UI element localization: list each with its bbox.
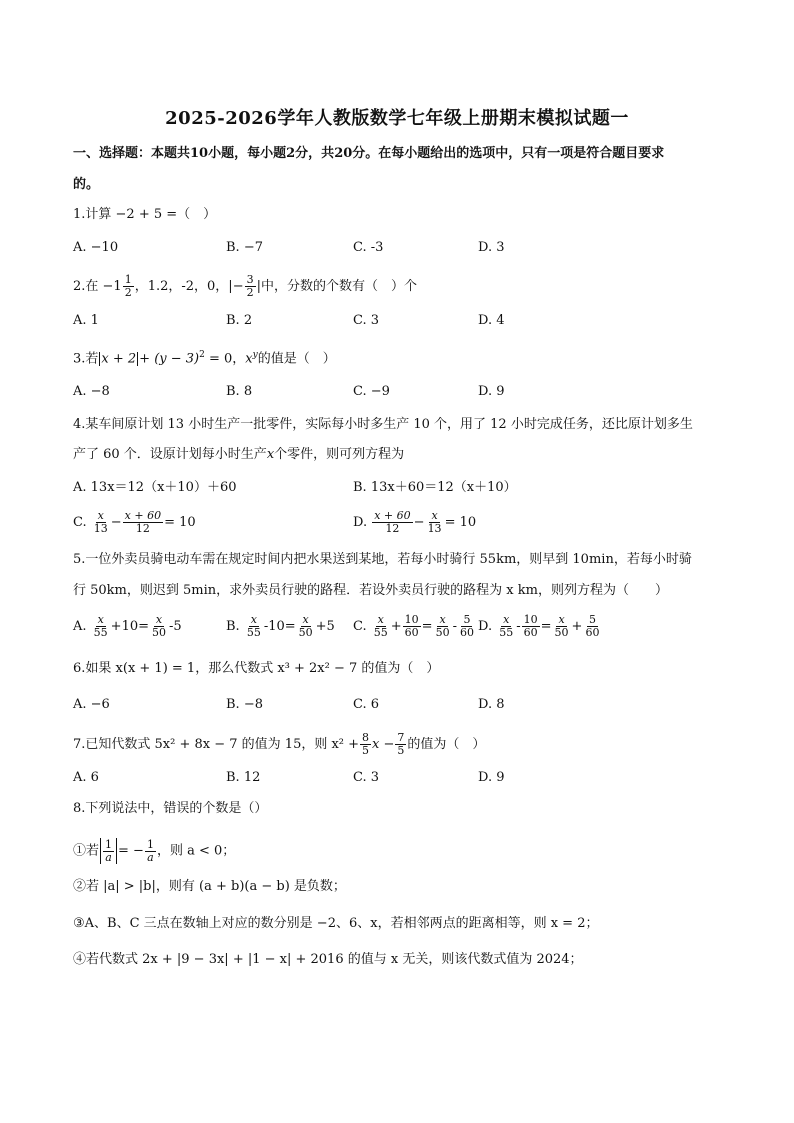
q5-b-f2-den: 50 <box>298 626 313 639</box>
q4-c-f1-den: 13 <box>93 522 108 535</box>
q7-fraction-1 <box>360 732 371 757</box>
q4-d-equals: = 10 <box>444 515 477 530</box>
question-1-stem: 1.计算 −2 + 5 =（ ） <box>73 207 217 222</box>
q4-c-fraction-1 <box>92 510 110 535</box>
q2-f2-den: 2 <box>246 286 254 299</box>
q5-a-fraction-2 <box>150 614 168 639</box>
q4-c-f2-num: x + 60 <box>124 509 162 522</box>
q4-option-b: B. 13x＋60＝12（x＋10） <box>353 480 517 495</box>
q4-d-fraction-2 <box>426 510 444 535</box>
q4-d-fraction-1 <box>372 510 412 535</box>
q2-f1-den: 2 <box>124 286 132 299</box>
q2-f2-num: 3 <box>246 273 254 286</box>
q2-option-b: B. 2 <box>226 313 253 328</box>
q3-text-pre: 3.若 <box>73 351 99 367</box>
q5-d-fraction-3 <box>553 614 571 639</box>
q7-fraction-2 <box>395 732 406 757</box>
q8-s1-f2-den: a <box>147 850 154 864</box>
q5-c-f1-den: 55 <box>373 626 388 639</box>
q5-a-label: A. <box>73 619 87 634</box>
q4-d-f1-den: 12 <box>385 522 400 535</box>
q5-d-f3-den: 50 <box>554 626 569 639</box>
q3-option-b: B. 8 <box>226 384 253 399</box>
q5-d-f1-num: x <box>503 613 510 626</box>
q8-s1-post: ，则 a < 0； <box>156 843 236 859</box>
q5-d-f3-num: x <box>558 613 565 626</box>
q3-abs-content: x + 2 <box>101 351 137 367</box>
q4-option-a: A. 13x＝12（x＋10）＋60 <box>73 480 237 495</box>
q4-option-c <box>73 510 196 535</box>
q8-s1-abs-right <box>116 838 117 864</box>
q3-option-a: A. −8 <box>73 384 110 399</box>
q8-s1-fraction-2 <box>145 839 156 864</box>
q2-option-d: D. 4 <box>478 313 505 328</box>
exam-title: 2025-2026学年人教版数学七年级上册期末模拟试题一 <box>165 108 629 129</box>
q7-option-b: B. 12 <box>226 770 261 785</box>
q7-text-post: 的值为（ ） <box>407 737 486 752</box>
q8-s1-f1-num: 1 <box>105 837 113 851</box>
q5-b-post: +5 <box>315 619 335 634</box>
q7-f2-num: 7 <box>397 731 405 744</box>
q8-s1-mid: = − <box>118 843 144 859</box>
q2-f1-num: 1 <box>124 273 132 286</box>
q4-line2-text-a: 产了 60 个．设原计划每小时生产 <box>73 447 267 462</box>
section-text-c: 分，共 <box>295 146 335 161</box>
q1-option-b: B. −7 <box>226 240 263 255</box>
q5-b-fraction-2 <box>297 614 315 639</box>
q2-option-a: A. 1 <box>73 313 99 328</box>
q5-c-fraction-4 <box>458 614 476 639</box>
q4-d-f2-num: x <box>431 509 438 522</box>
q5-a-mid: +10= <box>110 619 149 634</box>
q5-option-a <box>73 614 182 639</box>
question-7-stem <box>73 732 485 757</box>
q6-option-c: C. 6 <box>353 697 380 712</box>
q5-a-fraction-1 <box>92 614 110 639</box>
q7-f2-den: 5 <box>397 744 405 757</box>
q3-square: 2 <box>199 350 205 360</box>
q5-a-f2-den: 50 <box>152 626 166 639</box>
question-5-line-2: 行 50km，则迟到 5min，求外卖员行驶的路程．若设外卖员行驶的路程为 x km，则列方程为（ ） <box>73 583 668 598</box>
q7-option-d: D. 9 <box>478 770 505 785</box>
q5-d-f1-den: 55 <box>499 626 514 639</box>
q5-c-f4-num: 5 <box>463 613 471 626</box>
q4-c-equals: = 10 <box>164 515 196 530</box>
q4-d-minus: − <box>413 515 425 530</box>
q1-option-a: A. −10 <box>73 240 119 255</box>
question-4-line-2 <box>73 446 404 464</box>
q3-exp-y: y <box>252 350 258 360</box>
q3-option-c: C. −9 <box>353 384 390 399</box>
q8-s1-abs-left <box>100 838 101 864</box>
q6-option-b: B. −8 <box>226 697 263 712</box>
q1-option-c: C. -3 <box>353 240 384 255</box>
q4-option-d <box>353 510 476 535</box>
q3-text-post: 的值是（ ） <box>257 351 336 367</box>
q5-b-f1-num: x <box>250 613 257 626</box>
q5-c-minus: - <box>452 619 457 634</box>
question-3-stem <box>73 346 336 368</box>
q3-text-eq: = 0， <box>204 351 246 367</box>
q2-text-pre: 2.在 −1 <box>73 279 122 294</box>
q2-option-c: C. 3 <box>353 313 380 328</box>
q5-c-plus: + <box>390 619 402 634</box>
q4-d-f2-den: 13 <box>427 522 442 535</box>
q5-c-f2-den: 60 <box>404 626 419 639</box>
q4-d-f1-num: x + 60 <box>374 509 411 522</box>
q7-text-mid: x − <box>372 737 395 752</box>
q3-option-d: D. 9 <box>478 384 505 399</box>
question-4-line-1: 4.某车间原计划 13 小时生产一批零件，实际每小时多生产 10 个，用了 12 小时完成任务，还比原计划多生 <box>73 417 693 432</box>
q8-s1-fraction-1 <box>103 839 114 864</box>
question-5-line-1: 5.一位外卖员骑电动车需在规定时间内把水果送到某地，若每小时骑行 55km，则早到 10min，若每小时骑 <box>73 552 692 567</box>
q5-d-plus: + <box>571 619 583 634</box>
q5-a-post: -5 <box>169 619 182 634</box>
q5-c-fraction-2 <box>403 614 421 639</box>
section-heading <box>73 145 664 163</box>
q5-c-fraction-1 <box>372 614 390 639</box>
q5-c-fraction-3 <box>434 614 452 639</box>
q7-f1-num: 8 <box>362 731 370 744</box>
q4-c-fraction-2 <box>123 510 163 535</box>
section-text-a: 一、选择题：本题共 <box>73 146 191 161</box>
q8-s1-f2-num: 1 <box>146 837 154 851</box>
q5-d-label: D. <box>478 619 493 634</box>
q8-statement-2: ②若 |a| > |b|，则有 (a + b)(a − b) 是负数； <box>73 879 346 894</box>
q4-c-minus: − <box>110 515 122 530</box>
q1-option-d: D. 3 <box>478 240 505 255</box>
question-6-stem: 6.如果 x(x + 1) = 1，那么代数式 x³ + 2x² − 7 的值为（ ） <box>73 661 440 676</box>
q3-base-x: x <box>245 351 253 367</box>
q8-s1-f1-den: a <box>105 850 112 864</box>
q5-a-f2-num: x <box>155 613 163 626</box>
q6-option-d: D. 8 <box>478 697 505 712</box>
q7-text-pre: 7.已知代数式 5x² + 8x − 7 的值为 15，则 x² + <box>73 737 360 752</box>
q5-d-f2-den: 60 <box>523 626 538 639</box>
q5-b-label: B. <box>226 619 240 634</box>
q8-statement-1 <box>73 838 235 864</box>
q5-d-f2-num: 10 <box>523 613 538 626</box>
q5-c-label: C. <box>353 619 367 634</box>
q4-c-f2-den: 12 <box>135 522 150 535</box>
q5-c-equals: = <box>421 619 433 634</box>
q5-c-f4-den: 60 <box>459 626 474 639</box>
q8-s1-pre: ①若 <box>73 843 100 859</box>
q8-statement-4: ④若代数式 2x + |9 − 3x| + |1 − x| + 2016 的值与 x 无关，则该代数式值为 2024； <box>73 952 583 967</box>
section-text-b: 小题，每小题 <box>208 146 287 161</box>
q5-d-fraction-1 <box>497 614 515 639</box>
section-heading-line2: 的。 <box>73 177 100 192</box>
q5-d-minus: - <box>516 619 521 634</box>
q4-c-label: C. <box>73 515 87 530</box>
section-text-d: 分。在每小题给出的选项中，只有一项是符合题目要求 <box>352 146 665 161</box>
q4-d-label: D. <box>353 515 368 530</box>
q4-variable-x: x <box>266 447 275 462</box>
q7-option-a: A. 6 <box>73 770 99 785</box>
q5-a-f1-num: x <box>97 613 104 626</box>
q7-option-c: C. 3 <box>353 770 380 785</box>
q8-statement-3: ③A、B、C 三点在数轴上对应的数分别是 −2、6、x，若相邻两点的距离相等，则 x = 2； <box>73 916 599 931</box>
q2-text-post: |中，分数的个数有（ ）个 <box>256 279 417 294</box>
q7-f1-den: 5 <box>362 744 370 757</box>
q5-d-fraction-4 <box>583 614 601 639</box>
q5-b-f1-den: 55 <box>246 626 261 639</box>
q5-d-equals: = <box>540 619 552 634</box>
q5-b-f2-num: x <box>302 613 309 626</box>
q2-text-mid: ，1.2，-2，0，|− <box>134 279 244 294</box>
q3-text-mid: + (y − 3) <box>139 351 200 367</box>
q5-option-d <box>478 614 602 639</box>
q2-fraction-2 <box>245 274 256 299</box>
q5-c-f3-num: x <box>439 613 446 626</box>
q4-line2-text-b: 个零件，则可列方程为 <box>274 447 405 462</box>
q5-b-fraction-1 <box>245 614 263 639</box>
question-2-stem <box>73 274 417 299</box>
q5-d-f4-den: 60 <box>585 626 600 639</box>
q5-c-f2-num: 10 <box>404 613 419 626</box>
q5-c-f1-num: x <box>377 613 384 626</box>
section-points: 2 <box>286 146 296 161</box>
q5-b-mid: -10= <box>263 619 296 634</box>
q5-option-b <box>226 614 335 639</box>
q2-fraction-1 <box>123 274 134 299</box>
question-8-stem: 8.下列说法中，错误的个数是（） <box>73 801 268 816</box>
q4-c-f1-num: x <box>97 509 104 522</box>
section-total: 20 <box>334 146 353 161</box>
q5-c-f3-den: 50 <box>435 626 450 639</box>
q5-a-f1-den: 55 <box>93 626 108 639</box>
q5-d-f4-num: 5 <box>588 613 596 626</box>
q5-d-fraction-2 <box>522 614 540 639</box>
q6-option-a: A. −6 <box>73 697 110 712</box>
section-count: 10 <box>190 146 209 161</box>
q5-option-c <box>353 614 477 639</box>
